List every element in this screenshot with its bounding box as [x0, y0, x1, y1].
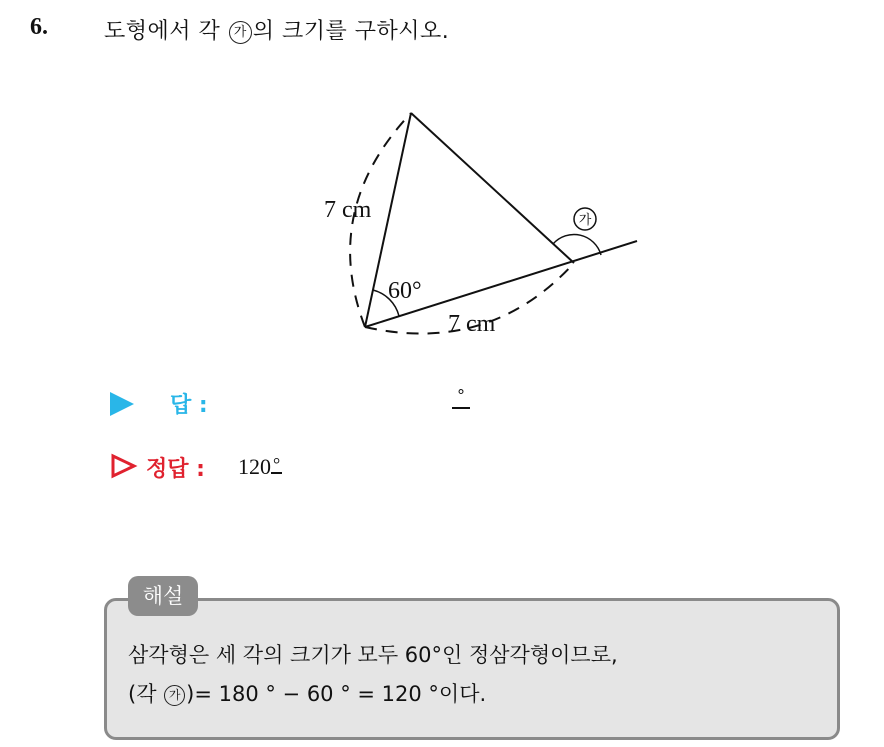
- answer-input-blank[interactable]: °: [452, 386, 470, 409]
- triangle-figure: [0, 0, 884, 360]
- correct-value-unit: °: [273, 454, 281, 474]
- answer-label: 답 :: [170, 393, 208, 418]
- triangle-side-right: [411, 113, 574, 263]
- label-angle-ga: 가: [578, 213, 592, 228]
- correct-value-number: 120: [238, 454, 271, 479]
- correct-answer-row: [110, 450, 510, 486]
- solution-line-2-suffix: )= 180 ° − 60 ° = 120 °이다.: [186, 682, 487, 706]
- circled-ga-mark: 가: [229, 21, 252, 44]
- label-side-left: 7 cm: [324, 197, 372, 223]
- label-angle-60: 60°: [388, 278, 422, 304]
- angle-arc-ga: [553, 234, 601, 255]
- solution-line-2: [128, 678, 486, 708]
- solution-line-1: 삼각형은 세 각의 크기가 모두 60°인 정삼각형이므로,: [128, 643, 618, 667]
- solution-tab: 해설: [128, 576, 198, 616]
- question-text-before: 도형에서 각: [104, 19, 228, 44]
- answer-row: [110, 386, 510, 422]
- outline-triangle-icon: [110, 453, 138, 479]
- label-side-bottom: 7 cm: [448, 311, 496, 337]
- circled-ga-solution-mark: 가: [164, 685, 185, 706]
- correct-answer-value: [238, 454, 282, 480]
- question-text-after: 의 크기를 구하시오.: [252, 19, 450, 44]
- question-number: 6.: [30, 14, 48, 40]
- play-triangle-icon: [110, 392, 134, 416]
- solution-box: [104, 598, 840, 740]
- solution-line-2-prefix: (각: [128, 682, 164, 706]
- correct-answer-label: 정답 :: [146, 457, 205, 482]
